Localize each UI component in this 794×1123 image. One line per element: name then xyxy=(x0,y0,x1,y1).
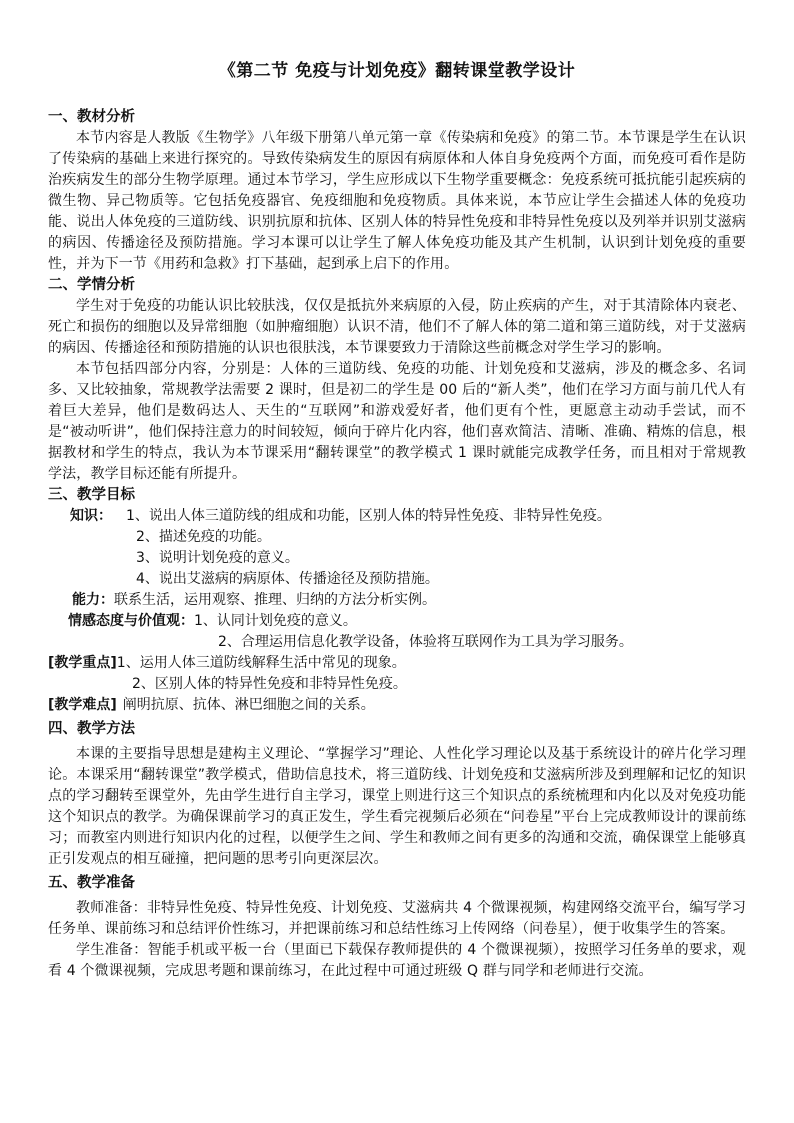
knowledge-label: 知识： xyxy=(70,508,112,524)
key-point-row xyxy=(48,653,746,674)
teacher-preparation: 教师准备：非特异性免疫、特异性免疫、计划免疫、艾滋病共 4 个微课视频，构建网络交流平台，编写学习任务单、课前练习和总结评价性练习，并把课前练习和总结性练习上传网络（问卷星），便于收集学生的答案。 xyxy=(48,900,746,937)
emotion-item-2: 2、合理运用信息化教学设备，体验将互联网作为工具为学习服务。 xyxy=(218,634,633,650)
knowledge-item-4: 4、说出艾滋病的病原体、传播途径及预防措施。 xyxy=(136,571,439,587)
student-preparation: 学生准备：智能手机或平板一台（里面已下载保存教师提供的 4 个微课视频），按照学习任务单的要求，观看 4 个微课视频，完成思考题和课前练习，在此过程中可通过班级 Q 群与同学和老师进行交流。 xyxy=(48,942,746,979)
knowledge-item-2: 2、描述免疫的功能。 xyxy=(136,529,271,545)
document-page xyxy=(48,56,746,982)
knowledge-item-3: 3、说明计划免疫的意义。 xyxy=(136,550,299,566)
section-heading-4: 四、教学方法 xyxy=(48,721,135,737)
ability-text: 联系生活，运用观察、推理、归纳的方法分析实例。 xyxy=(114,592,436,608)
section-heading-2: 二、学情分析 xyxy=(48,277,135,293)
key-point-1: 1、运用人体三道防线解释生活中常见的现象。 xyxy=(116,655,406,671)
difficulty-text: 阐明抗原、抗体、淋巴细胞之间的关系。 xyxy=(122,697,375,713)
ability-row xyxy=(48,590,746,611)
emotion-label: 情感态度与价值观： xyxy=(68,613,194,629)
key-point-label: [教学重点] xyxy=(48,655,117,671)
section-heading-1: 一、教材分析 xyxy=(48,109,135,125)
section-heading-3: 三、教学目标 xyxy=(48,487,135,503)
ability-label: 能力： xyxy=(72,592,114,608)
emotion-item-1: 1、认同计划免疫的意义。 xyxy=(194,613,357,629)
emotion-row xyxy=(48,611,746,632)
difficulty-label: [教学难点] xyxy=(48,697,117,713)
section-1-paragraph: 本节内容是人教版《生物学》八年级下册第八单元第一章《传染病和免疫》的第二节。本节课是学生在认识了传染病的基础上来进行探究的。导致传染病发生的原因有病原体和人体自身免疫两个方面，而免疫可看作是防治疾病发生的部分生物学原理。通过本节学习，学生应形成以下生物学重要概念：免疫系统可抵抗能引起疾病的微生物、异己物质等。它包括免疫器官、免疫细胞和免疫物质。具体来说，本节应让学生会描述人体的免疫功能、说出人体免疫的三道防线、识别抗原和抗体、区别人体的特异性免疫和非特异性免疫以及列举并识别艾滋病的病因、传播途径及预防措施。学习本课可以让学生了解人体免疫功能及其产生机制，认识到计划免疫的重要性，并为下一节《用药和急救》打下基础，起到承上启下的作用。 xyxy=(48,130,746,272)
section-2-paragraph-1: 学生对于免疫的功能认识比较肤浅，仅仅是抵抗外来病原的入侵，防止疾病的产生，对于其清除体内衰老、死亡和损伤的细胞以及异常细胞（如肿瘤细胞）认识不清，他们不了解人体的第二道和第三道防线，对于艾滋病的病因、传播途径和预防措施的认识也很肤浅，本节课要致力于清除这些前概念对学生学习的影响。 xyxy=(48,298,746,356)
difficulty-row xyxy=(48,695,746,716)
key-point-2: 2、区别人体的特异性免疫和非特异性免疫。 xyxy=(132,676,407,692)
knowledge-row xyxy=(48,506,746,527)
section-4-paragraph: 本课的主要指导思想是建构主义理论、“掌握学习”理论、人性化学习理论以及基于系统设计的碎片化学习理论。本课采用“翻转课堂”教学模式，借助信息技术，将三道防线、计划免疫和艾滋病所涉及到理解和记忆的知识点的学习翻转至课堂外，先由学生进行自主学习，课堂上则进行这三个知识点的系统梳理和内化以及对免疫功能这个知识点的教学。为确保课前学习的真正发生，学生看完视频后必须在“问卷星”平台上完成教师设计的课前练习；而教室内则进行知识内化的过程，以便学生之间、学生和教师之间有更多的沟通和交流，确保课堂上能够真正引发观点的相互碰撞，把问题的思考引向更深层次。 xyxy=(48,746,746,867)
knowledge-item-1: 1、说出人体三道防线的组成和功能，区别人体的特异性免疫、非特异性免疫。 xyxy=(126,508,611,524)
section-heading-5: 五、教学准备 xyxy=(48,875,135,891)
document-title: 《第二节 免疫与计划免疫》翻转课堂教学设计 xyxy=(218,61,576,81)
section-2-paragraph-2: 本节包括四部分内容，分别是：人体的三道防线、免疫的功能、计划免疫和艾滋病，涉及的概念多、名词多、又比较抽象，常规教学法需要 2 课时，但是初二的学生是 00 后的“新人类”，他们在学习方面与前几代人有着巨大差异，他们是数码达人、天生的“互联网”和游戏爱好者，他们更有个性，更愿意主动动手尝试，而不是“被动听讲”，他们保持注意力的时间较短，倾向于碎片化内容，他们喜欢简洁、清晰、准确、精炼的信息，根据教材和学生的特点，我认为本节课采用“翻转课堂”的教学模式 1 课时就能完成教学任务，而且相对于常规教学法，教学目标还能有所提升。 xyxy=(48,361,746,482)
